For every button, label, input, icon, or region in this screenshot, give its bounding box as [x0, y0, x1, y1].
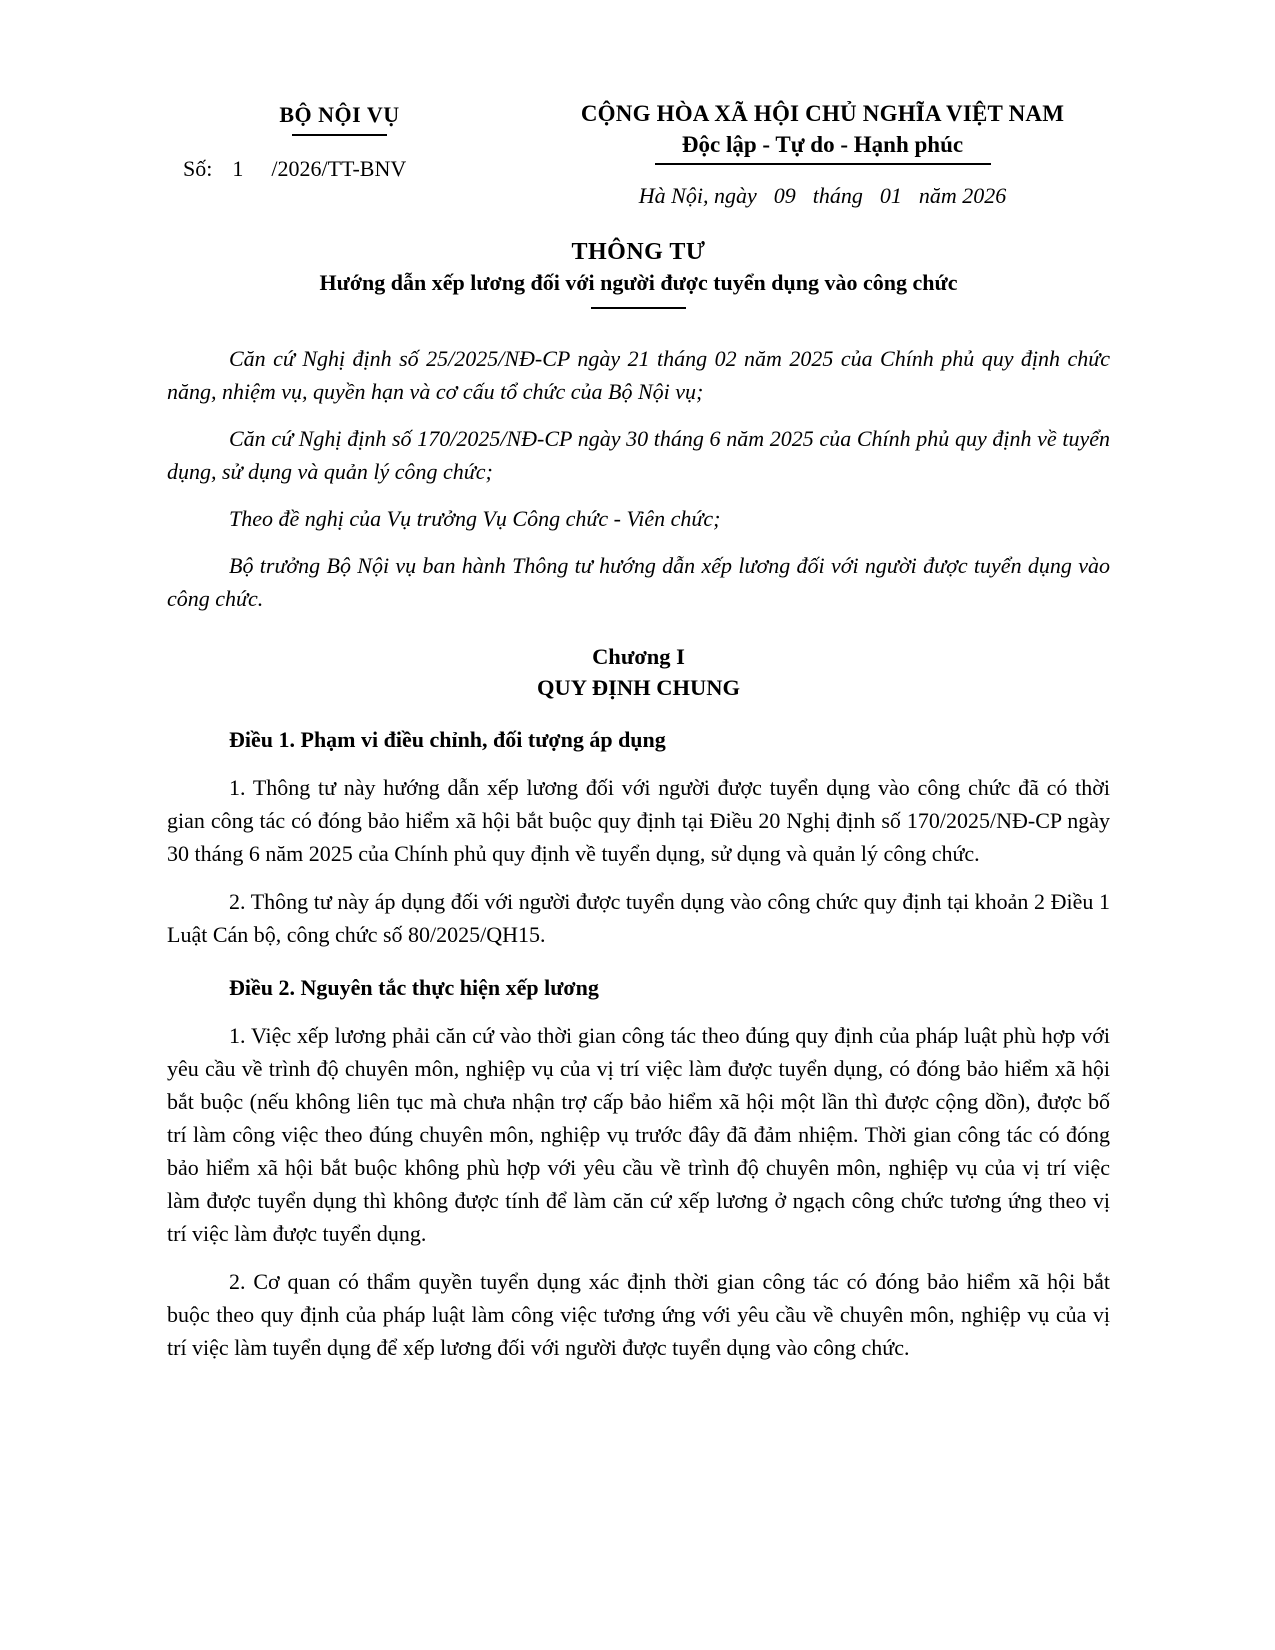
article-paragraph: 1. Việc xếp lương phải căn cứ vào thời gian công tác theo đúng quy định của pháp luật phù hợp với yêu cầu về trình độ chuyên môn, nghiệp vụ của vị trí việc làm được tuyển dụng, có đóng bảo hiểm xã hội bắt buộc (nếu không liên tục mà chưa nhận trợ cấp bảo hiểm xã hội một lần thì được cộng dồn), được bố trí làm công việc theo đúng chuyên môn, nghiệp vụ trước đây đã đảm nhiệm. Thời gian công tác có đóng bảo hiểm xã hội bắt buộc không phù hợp với yêu cầu về trình độ chuyên môn, nghiệp vụ của vị trí việc làm được tuyển dụng thì không được tính để làm căn cứ xếp lương ở ngạch công chức tương ứng theo vị trí việc làm được tuyển dụng. — [167, 1023, 1110, 1246]
preamble-section — [167, 342, 1110, 615]
place-date-prefix: Hà Nội, ngày — [638, 183, 757, 208]
article-2 — [167, 973, 1110, 1364]
doc-number-value: 1 — [232, 156, 244, 181]
preamble-paragraph: Bộ trưởng Bộ Nội vụ ban hành Thông tư hướng dẫn xếp lương đối với người được tuyển dụng vào công chức. — [167, 553, 1110, 611]
national-header-block — [535, 100, 1110, 209]
preamble-paragraph: Căn cứ Nghị định số 25/2025/NĐ-CP ngày 21 tháng 02 năm 2025 của Chính phủ quy định chức năng, nhiệm vụ, quyền hạn và cơ cấu tổ chức của Bộ Nội vụ; — [167, 346, 1110, 404]
national-motto: Độc lập - Tự do - Hạnh phúc — [681, 132, 964, 157]
place-date-year: năm 2026 — [918, 183, 1007, 208]
issuing-org-block — [167, 100, 512, 182]
document-header — [167, 100, 1110, 209]
national-title: CỘNG HÒA XÃ HỘI CHỦ NGHĨA VIỆT NAM — [580, 101, 1065, 126]
chapter-heading — [167, 641, 1110, 703]
chapter-number: Chương I — [592, 644, 685, 669]
title-underline — [591, 307, 686, 309]
document-type: THÔNG TƯ — [571, 239, 706, 265]
motto-underline — [655, 163, 991, 165]
org-underline — [292, 134, 387, 136]
doc-number-line — [167, 156, 512, 182]
preamble-paragraph: Theo đề nghị của Vụ trưởng Vụ Công chức - Viên chức; — [229, 506, 721, 531]
document-subject: Hướng dẫn xếp lương đối với người được tuyển dụng vào công chức — [319, 270, 958, 295]
doc-number-suffix: /2026/TT-BNV — [271, 156, 407, 181]
chapter-title: QUY ĐỊNH CHUNG — [537, 675, 740, 700]
place-date-month-label: tháng — [812, 183, 863, 208]
place-date-day: 09 — [773, 183, 796, 208]
place-date-line — [535, 183, 1110, 209]
preamble-paragraph: Căn cứ Nghị định số 170/2025/NĐ-CP ngày 30 tháng 6 năm 2025 của Chính phủ quy định về tuyển dụng, sử dụng và quản lý công chức; — [167, 426, 1110, 484]
article-paragraph: 2. Cơ quan có thẩm quyền tuyển dụng xác định thời gian công tác có đóng bảo hiểm xã hội bắt buộc theo quy định của pháp luật làm công việc tương ứng với yêu cầu về chuyên môn, nghiệp vụ của vị trí việc làm tuyển dụng để xếp lương đối với người được tuyển dụng vào công chức. — [167, 1269, 1110, 1360]
article-heading: Điều 2. Nguyên tắc thực hiện xếp lương — [229, 975, 599, 1000]
article-paragraph: 1. Thông tư này hướng dẫn xếp lương đối với người được tuyển dụng vào công chức đã có thời gian công tác có đóng bảo hiểm xã hội bắt buộc quy định tại Điều 20 Nghị định số 170/2025/NĐ-CP ngày 30 tháng 6 năm 2025 của Chính phủ quy định về tuyển dụng, sử dụng và quản lý công chức. — [167, 775, 1110, 866]
doc-number-label: Số: — [183, 156, 213, 181]
place-date-month: 01 — [879, 183, 902, 208]
article-1 — [167, 725, 1110, 951]
document-title-block — [167, 237, 1110, 309]
article-heading: Điều 1. Phạm vi điều chỉnh, đối tượng áp dụng — [229, 727, 666, 752]
article-paragraph: 2. Thông tư này áp dụng đối với người được tuyển dụng vào công chức quy định tại khoản 2 Điều 1 Luật Cán bộ, công chức số 80/2025/QH15. — [167, 889, 1110, 947]
issuing-org-name: BỘ NỘI VỤ — [279, 102, 400, 127]
